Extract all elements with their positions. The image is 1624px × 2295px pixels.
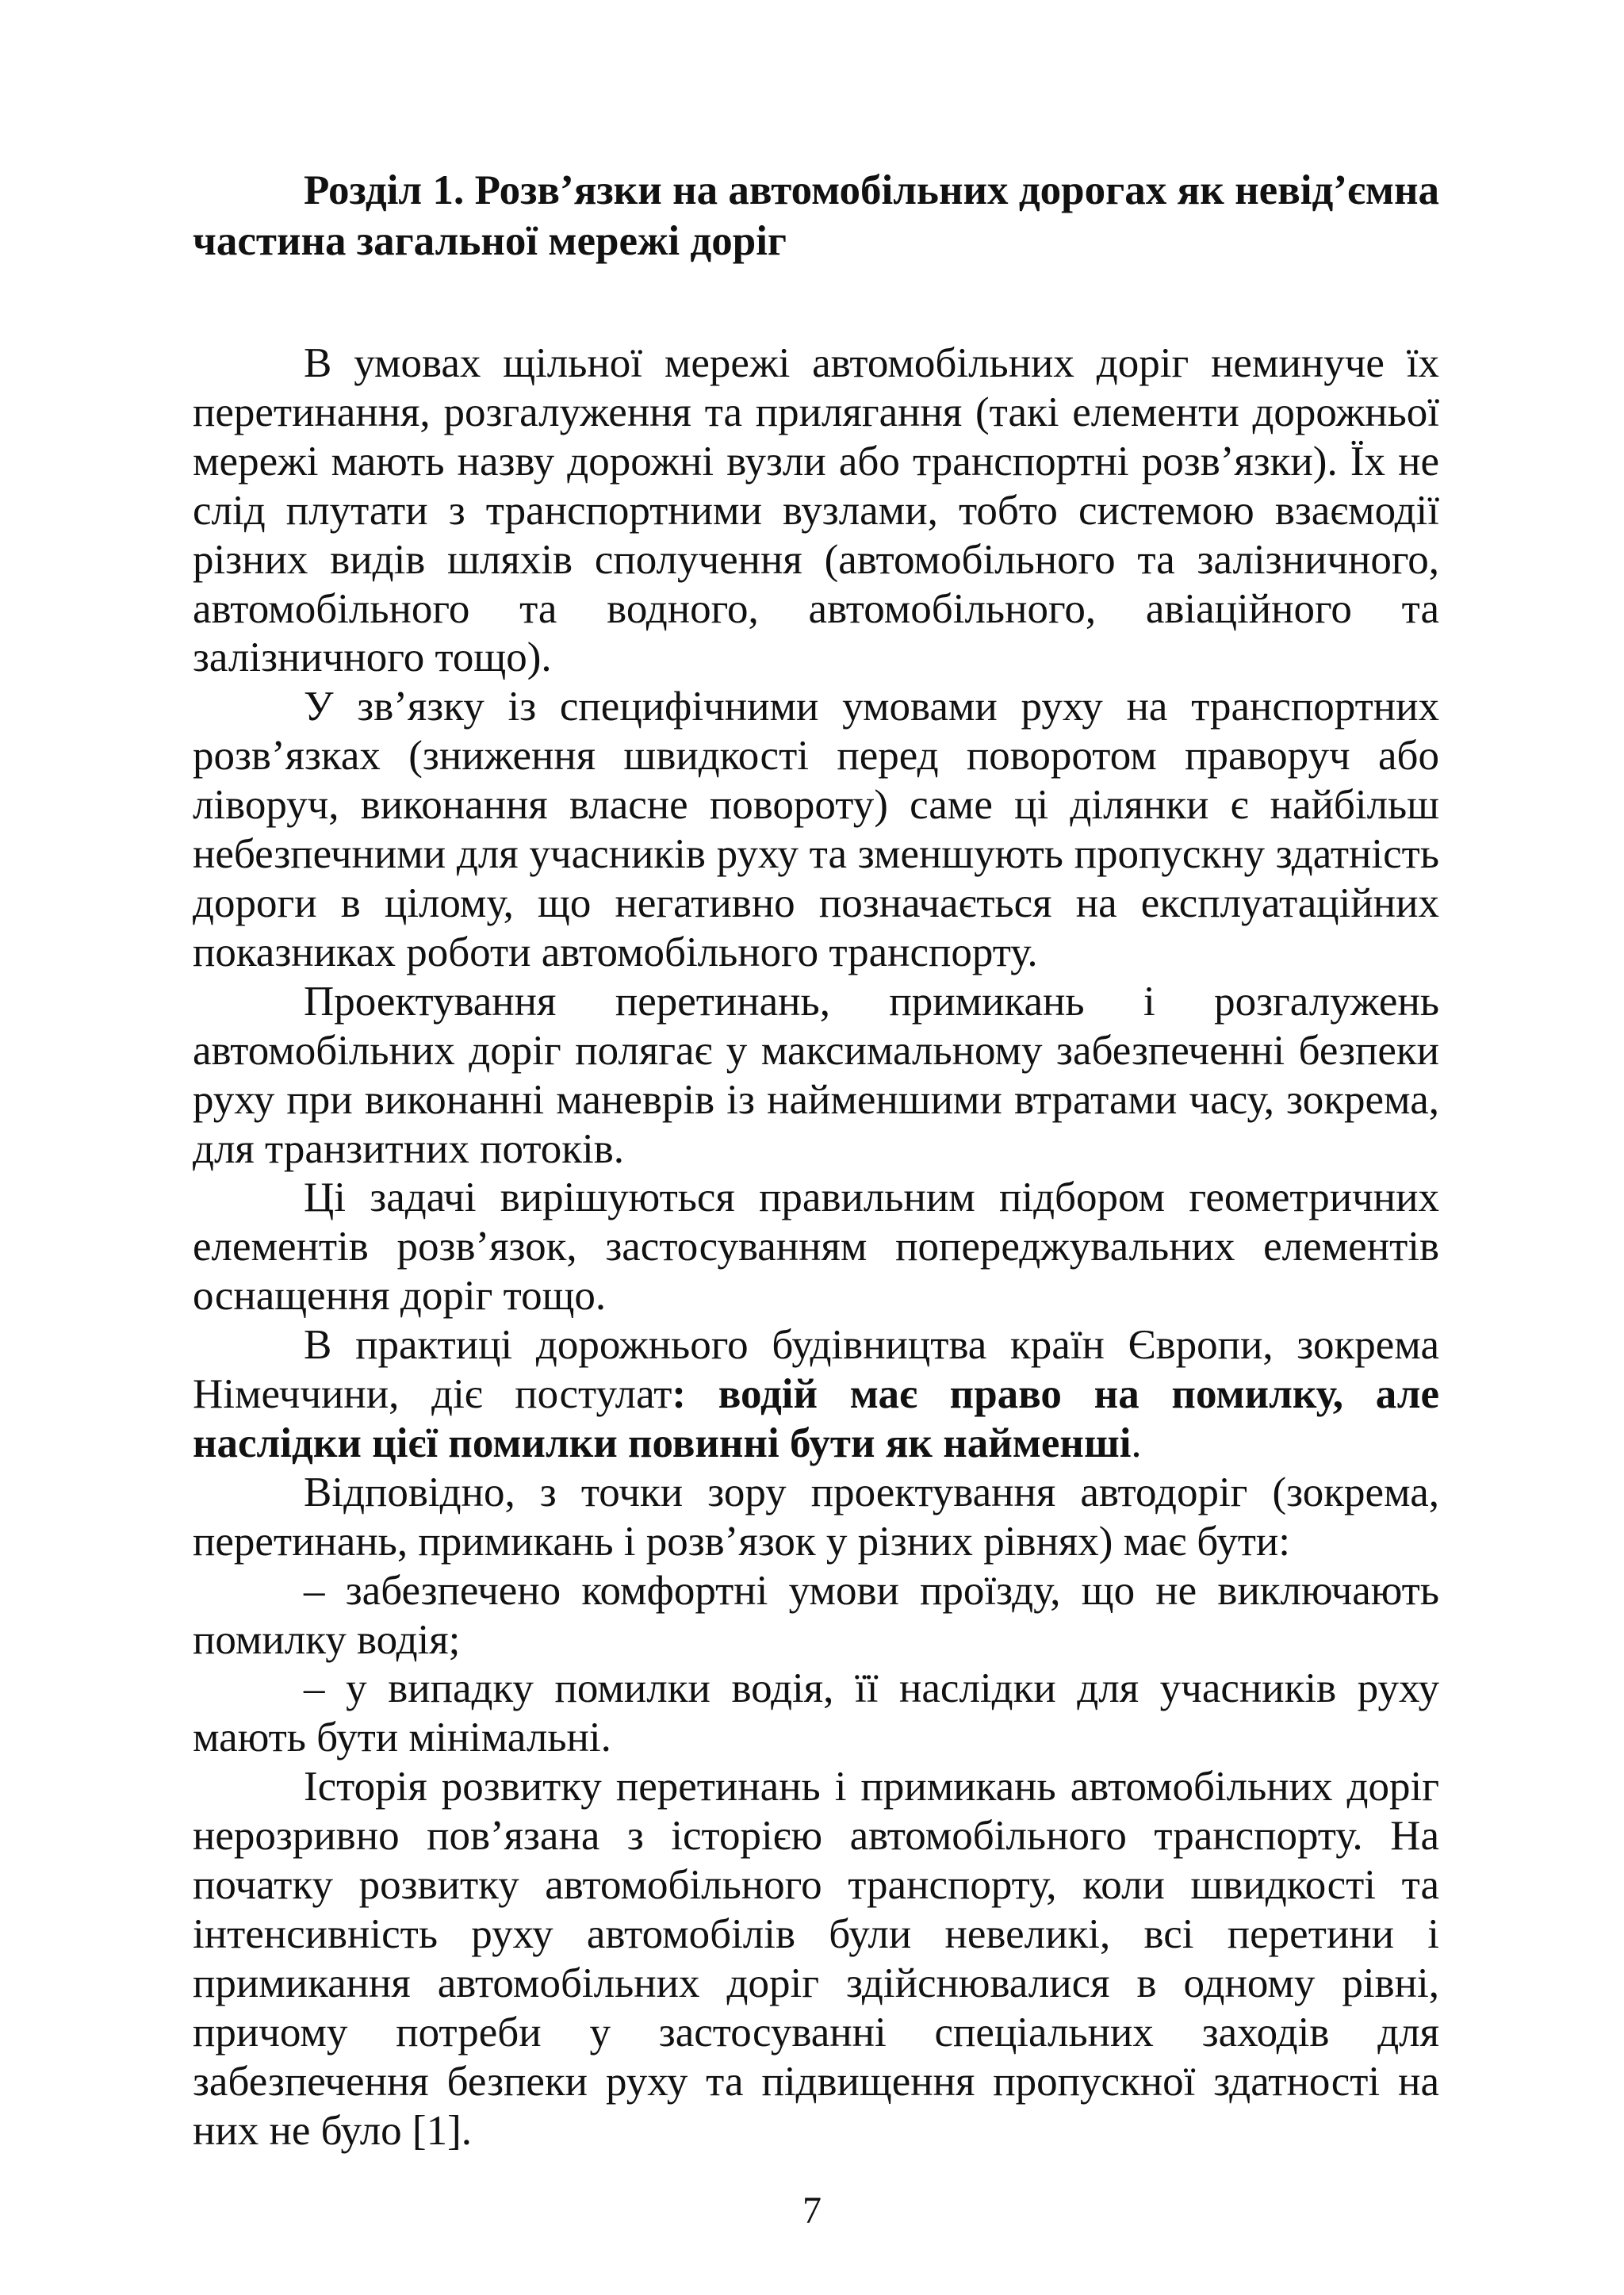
postulate-intro: В практиці дорожнього будівництва країн Європи, зокрема Німеччини, діє постулат bbox=[193, 1322, 1439, 1418]
paragraph: Ці задачі вирішуються правильним підбором геометричних елементів розв’язок, застосуванням попереджувальних елементів оснащення доріг тощо. bbox=[193, 1174, 1439, 1320]
page-content bbox=[193, 165, 1439, 2156]
list-item: – у випадку помилки водія, її наслідки для учасників руху мають бути мінімальні. bbox=[193, 1665, 1439, 1761]
paragraph: Історія розвитку перетинань і примикань автомобільних доріг нерозривно пов’язана з історією автомобільного транспорту. На початку розвитку автомобільного транспорту, коли швидкості та інтенсивність руху автомобілів були невеликі, всі перетини і примикання автомобільних доріг здійснювалися в одному рівні, причому потреби у застосуванні спеціальних заходів для забезпечення безпеки руху та підвищення пропускної здатності на них не було [1]. bbox=[193, 1764, 1439, 2154]
postulate-bold-text: : водій має право на помилку, але наслідки цієї помилки повинні бути як найменші bbox=[193, 1371, 1440, 1466]
paragraph: У зв’язку із специфічними умовами руху на транспортних розв’язках (зниження швидкості перед поворотом праворуч або ліворуч, виконання власне повороту) саме ці ділянки є найбільш небезпечними для учасників руху та зменшують пропускну здатність дороги в цілому, що негативно позначається на експлуатаційних показниках роботи автомобільного транспорту. bbox=[193, 684, 1439, 975]
list-item: – забезпечено комфортні умови проїзду, що не виключають помилку водія; bbox=[193, 1567, 1439, 1663]
paragraph: Проектування перетинань, примикань і розгалужень автомобільних доріг полягає у максимальному забезпеченні безпеки руху при виконанні маневрів із найменшими втратами часу, зокрема, для транзитних потоків. bbox=[193, 978, 1439, 1172]
postulate-end: . bbox=[1131, 1420, 1142, 1466]
paragraph: В умовах щільної мережі автомобільних доріг неминуче їх перетинання, розгалуження та прилягання (такі елементи дорожньої мережі мають назву дорожні вузли або транспортні розв’язки). Їх не слід плутати з транспортними вузлами, тобто системою взаємодії різних видів шляхів сполучення (автомобільного та залізничного, автомобільного та водного, автомобільного, авіаційного та залізничного тощо). bbox=[193, 340, 1439, 681]
page-number: 7 bbox=[802, 2190, 822, 2232]
postulate-paragraph bbox=[193, 1321, 1439, 1469]
body-text bbox=[193, 339, 1439, 2156]
paragraph: Відповідно, з точки зору проектування автодоріг (зокрема, перетинань, примикань і розв’язок у різних рівнях) має бути: bbox=[193, 1469, 1439, 1565]
chapter-heading: Розділ 1. Розв’язки на автомобільних дорогах як невід’ємна частина загальної мережі доріг bbox=[193, 167, 1439, 264]
